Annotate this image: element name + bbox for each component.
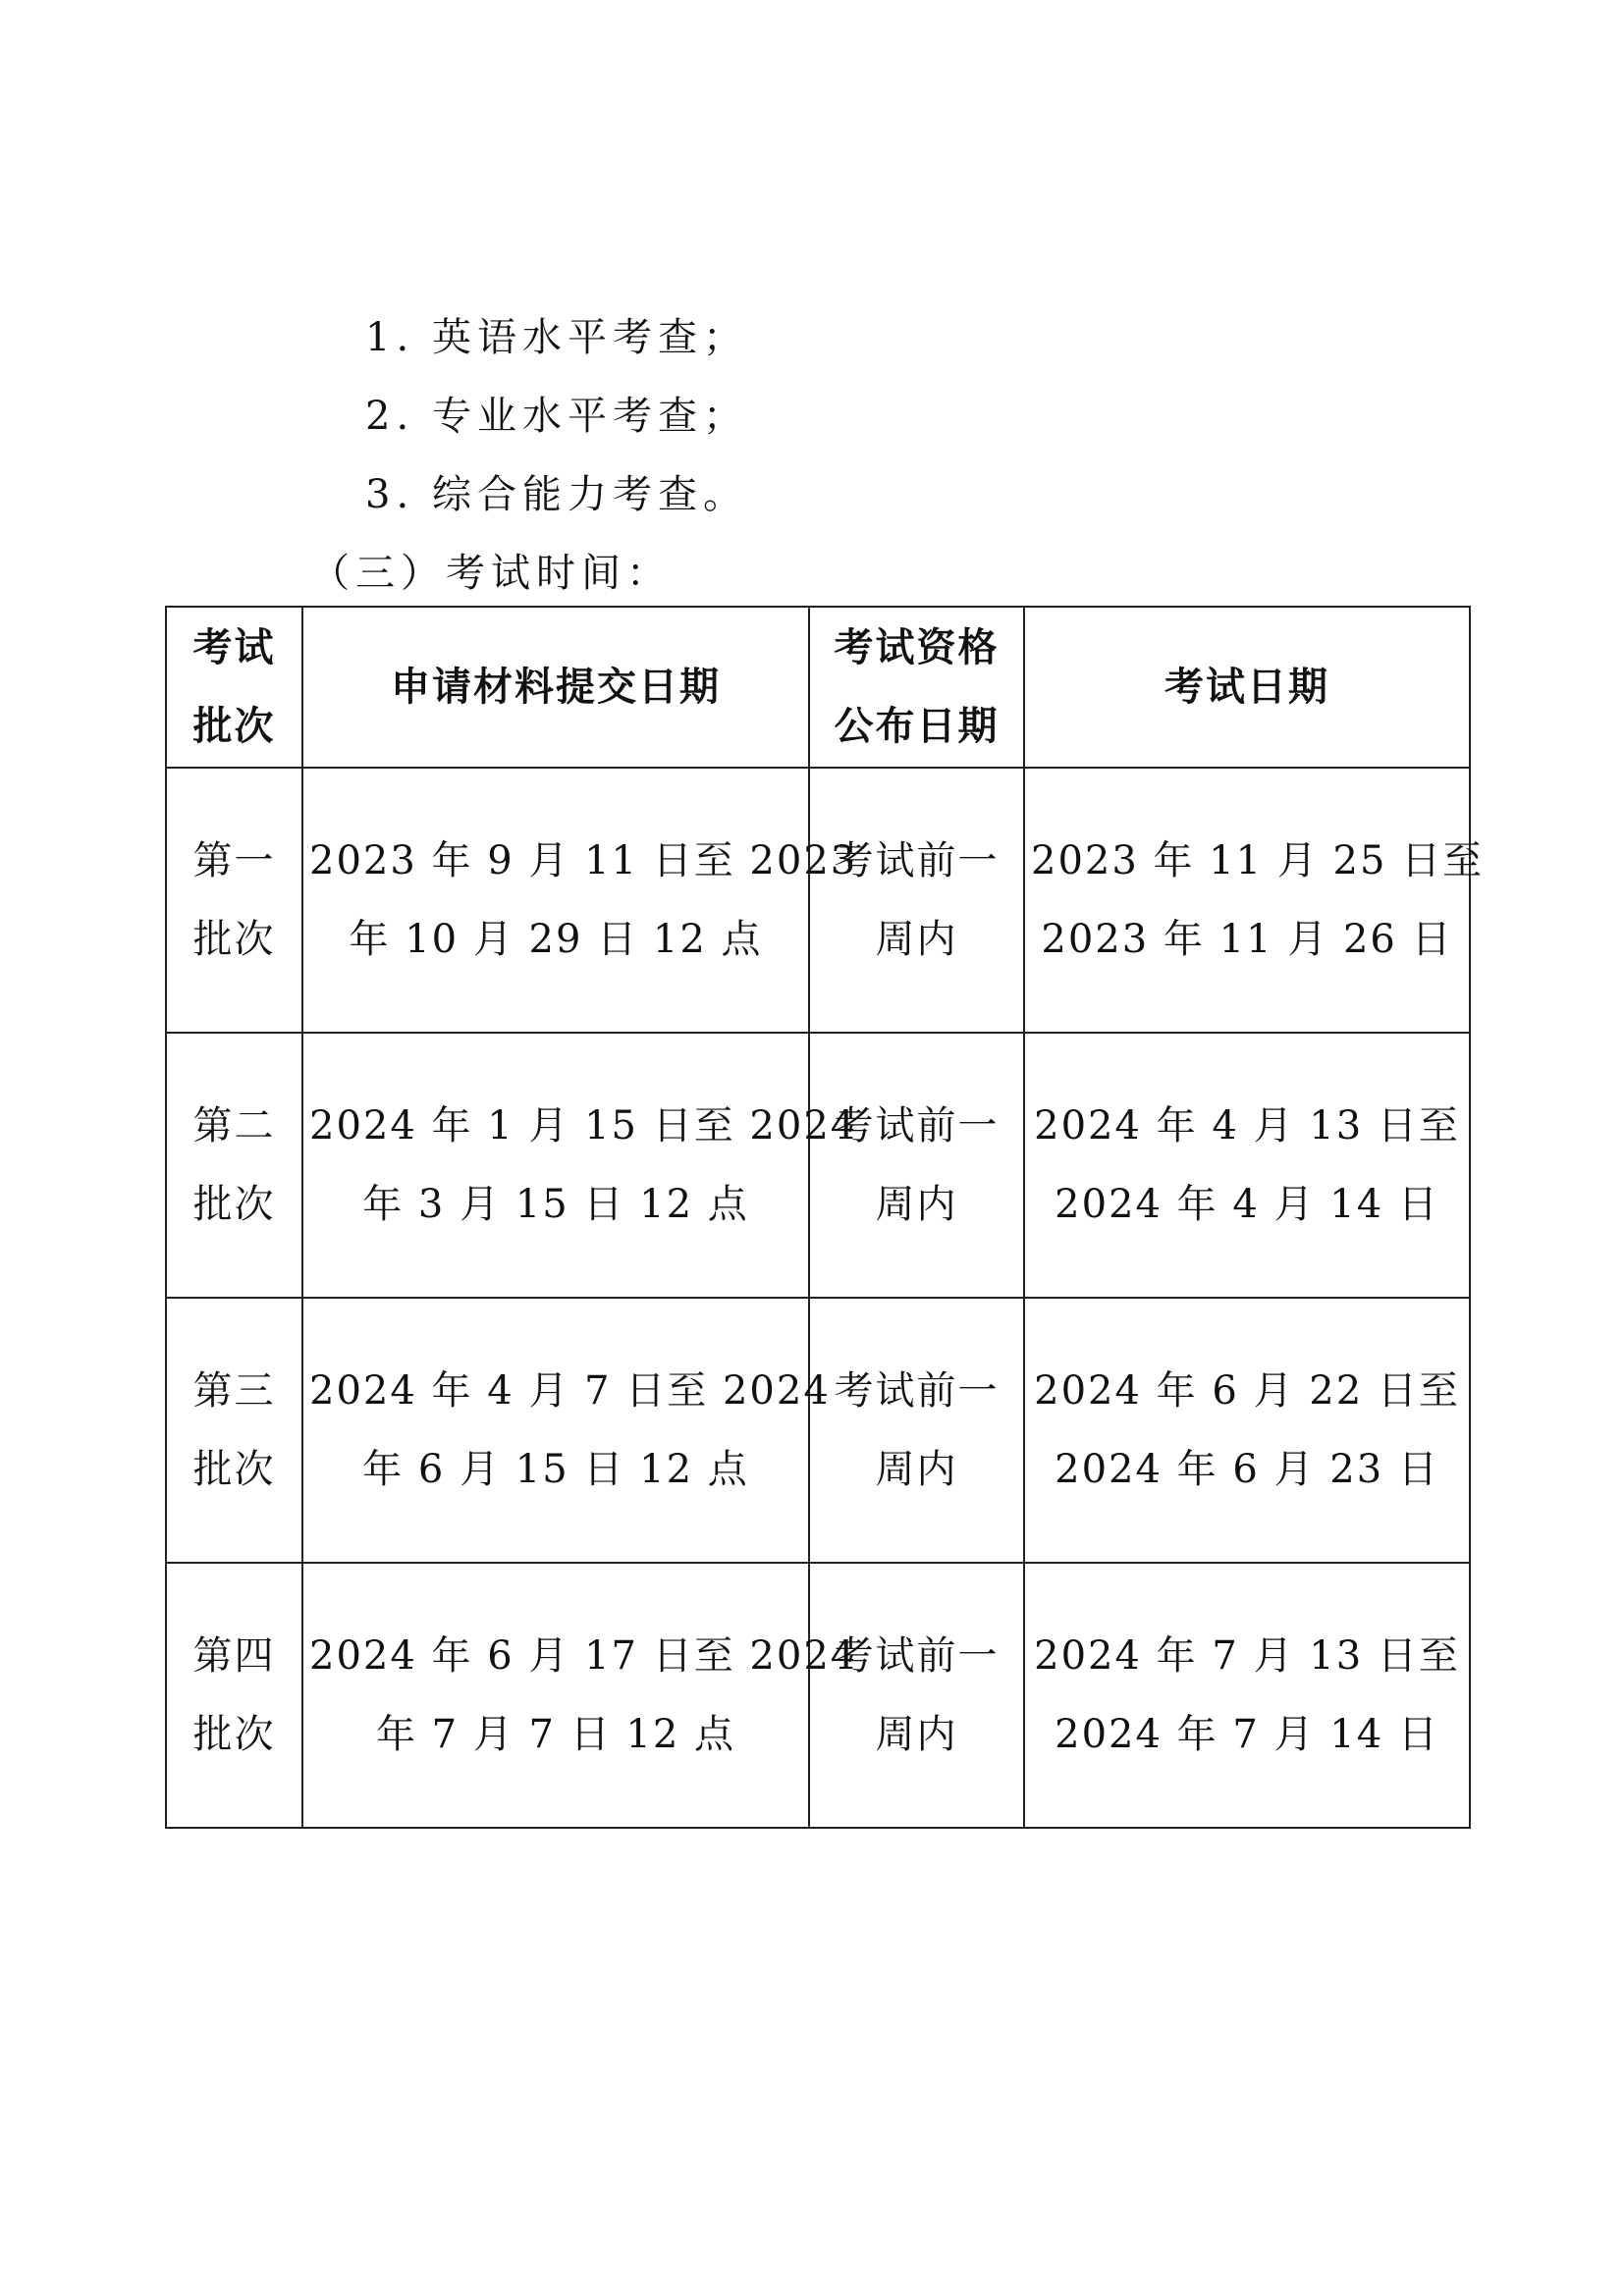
cell-line: 年 10 月 29 日 12 点 <box>349 917 763 962</box>
cell-line: 考试前一 <box>834 838 1000 883</box>
cell-line: 2024 年 4 月 7 日至 2024 <box>309 1368 831 1414</box>
exam-date-cell <box>1024 768 1485 1033</box>
cell-line: 2023 年 11 月 26 日 <box>1041 917 1453 962</box>
table-row <box>166 1563 1470 1828</box>
cell-line: 批次 <box>192 1182 276 1227</box>
table-header-row <box>166 607 1470 768</box>
header-line: 考试资格 <box>834 625 1000 670</box>
announce-cell <box>809 1298 1024 1563</box>
cell-line: 第四 <box>192 1633 276 1679</box>
list-text: 英语水平考查； <box>432 315 748 360</box>
cell-line: 周内 <box>875 1447 958 1492</box>
batch-cell <box>166 1298 302 1563</box>
batch-cell <box>166 1033 302 1298</box>
submission-cell <box>302 1033 858 1298</box>
header-line: 考试 <box>192 625 276 670</box>
cell-line: 2023 年 9 月 11 日至 2023 <box>309 838 858 883</box>
cell-line: 2024 年 6 月 22 日至 <box>1034 1368 1460 1414</box>
cell-line: 第二 <box>192 1103 276 1148</box>
cell-line: 2024 年 4 月 14 日 <box>1055 1182 1439 1227</box>
cell-line: 第一 <box>192 838 276 883</box>
section-heading: （三）考试时间： <box>310 551 672 596</box>
list-item <box>365 393 748 440</box>
list-number: 3. <box>365 472 415 517</box>
batch-cell <box>166 768 302 1033</box>
cell-line: 2024 年 4 月 13 日至 <box>1034 1103 1460 1148</box>
announce-cell <box>809 768 1024 1033</box>
cell-line: 周内 <box>875 917 958 962</box>
table-row <box>166 1033 1470 1298</box>
exam-date-cell <box>1024 1298 1470 1563</box>
cell-line: 批次 <box>192 1447 276 1492</box>
cell-line: 2024 年 1 月 15 日至 2024 <box>309 1103 858 1148</box>
list-item <box>365 314 748 361</box>
list-item <box>365 471 748 518</box>
cell-line: 第三 <box>192 1368 276 1414</box>
cell-line: 周内 <box>875 1712 958 1757</box>
submission-cell <box>302 1563 858 1828</box>
cell-line: 考试前一 <box>834 1103 1000 1148</box>
header-line: 考试日期 <box>1164 665 1329 710</box>
exam-date-cell <box>1024 1563 1470 1828</box>
header-exam-date <box>1024 607 1470 768</box>
exam-schedule-table <box>165 606 1485 1829</box>
list-text: 综合能力考查。 <box>432 472 748 517</box>
header-qualification-date <box>809 607 1024 768</box>
cell-line: 批次 <box>192 1712 276 1757</box>
header-submission-date <box>302 607 809 768</box>
announce-cell <box>809 1563 1024 1828</box>
cell-line: 2024 年 6 月 23 日 <box>1055 1447 1439 1492</box>
announce-cell <box>809 1033 1024 1298</box>
cell-line: 2024 年 7 月 14 日 <box>1055 1712 1439 1757</box>
submission-cell <box>302 1298 831 1563</box>
cell-line: 年 6 月 15 日 12 点 <box>362 1447 749 1492</box>
cell-line: 年 3 月 15 日 12 点 <box>362 1182 749 1227</box>
table-row <box>166 1298 1470 1563</box>
cell-line: 2024 年 7 月 13 日至 <box>1034 1633 1460 1679</box>
cell-line: 考试前一 <box>834 1368 1000 1414</box>
batch-cell <box>166 1563 302 1828</box>
cell-line: 考试前一 <box>834 1633 1000 1679</box>
cell-line: 2024 年 6 月 17 日至 2024 <box>309 1633 858 1679</box>
header-line: 公布日期 <box>834 704 1000 749</box>
cell-line: 周内 <box>875 1182 958 1227</box>
list-number: 1. <box>365 315 415 360</box>
table-row <box>166 768 1470 1033</box>
header-batch <box>166 607 302 768</box>
header-line: 批次 <box>192 704 276 749</box>
cell-line: 年 7 月 7 日 12 点 <box>375 1712 736 1757</box>
exam-date-cell <box>1024 1033 1470 1298</box>
list-text: 专业水平考查； <box>432 394 748 439</box>
submission-cell <box>302 768 858 1033</box>
cell-line: 批次 <box>192 917 276 962</box>
header-line: 申请材料提交日期 <box>391 665 721 710</box>
cell-line: 2023 年 11 月 25 日至 <box>1031 838 1485 883</box>
list-number: 2. <box>365 394 415 439</box>
